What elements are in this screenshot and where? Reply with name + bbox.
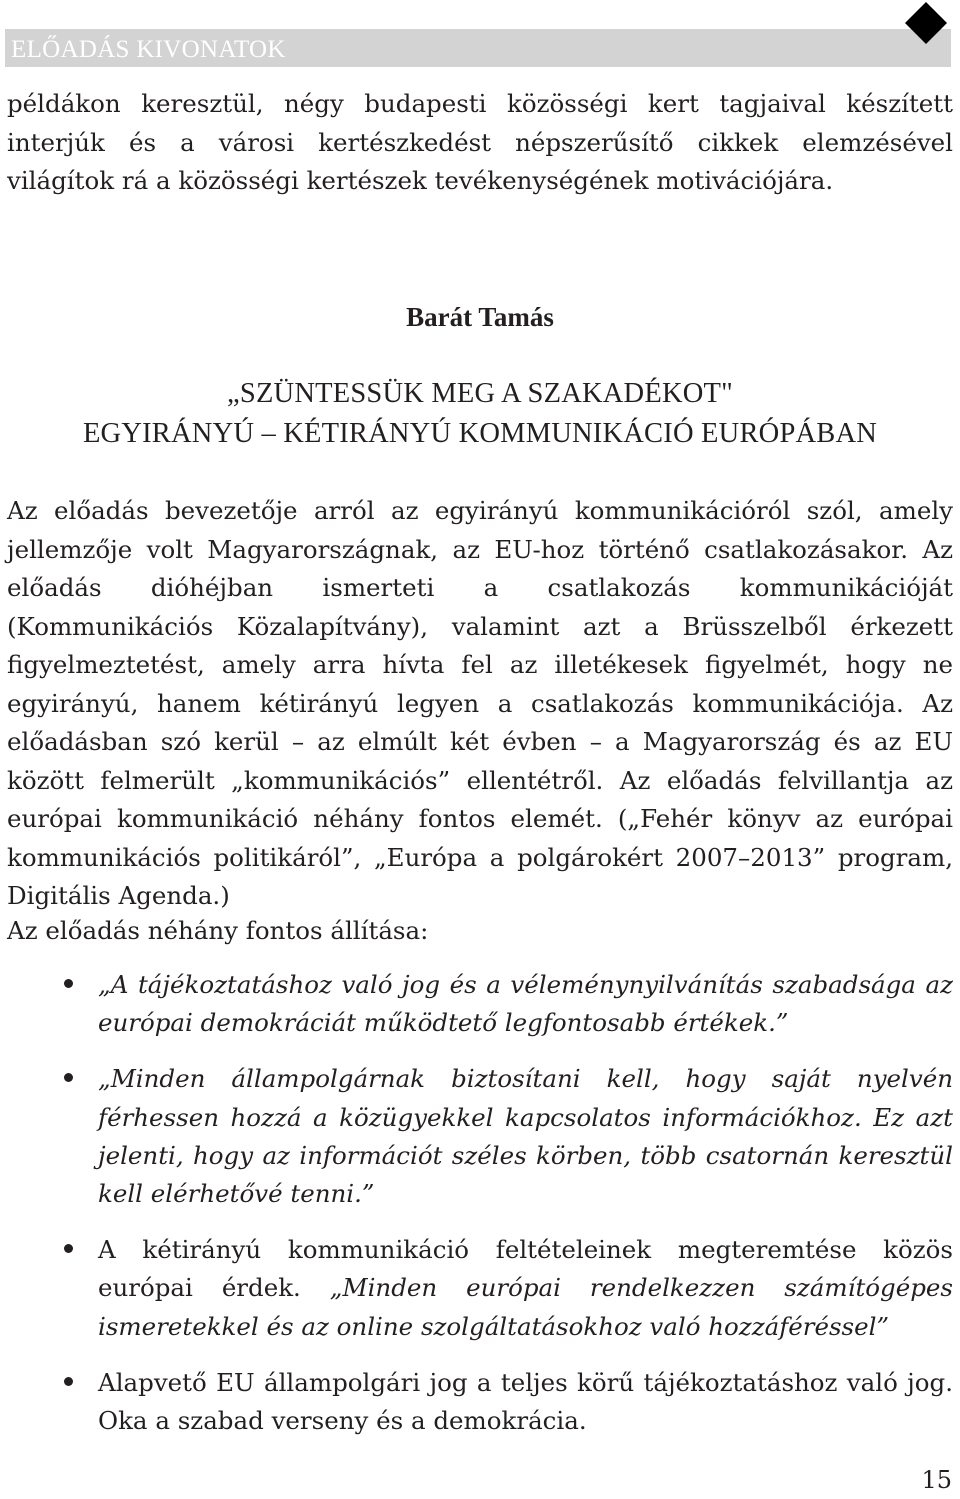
bullet-icon — [64, 1377, 73, 1386]
claim-plain: Alapvető EU állampolgári jog a teljes körű tájékoztatáshoz való jog. Oka a szabad verseny és a demokrácia. — [98, 1367, 953, 1436]
article-author: Barát Tamás — [406, 302, 554, 332]
intro-paragraph: példákon keresztül, négy budapesti közösségi kert tagjaival készített interjúk és a városi kertészkedést népszerűsítő cikkek elemzésével világítok rá a közösségi kertészek tevékenységének motivációjára. — [7, 89, 953, 195]
claim-plain: A kétirányú kommunikáció feltételeinek megteremtése közös európai érdek. — [98, 1235, 953, 1303]
claims-intro: Az előadás néhány fontos állítása: — [7, 916, 429, 945]
list-item — [0, 1060, 960, 1213]
article-title-line-2: EGYIRÁNYÚ – KÉTIRÁNYÚ KOMMUNIKÁCIÓ EURÓPÁBAN — [82, 418, 878, 449]
article-title-line-1: „SZÜNTESSÜK MEG A SZAKADÉKOT" — [227, 378, 733, 409]
bullet-icon — [64, 1244, 73, 1253]
bullet-icon — [64, 1073, 73, 1082]
claim-quote: „A tájékoztatáshoz való jog és a véleménynyilvánítás szabadsága az európai demokráciát működtető legfontosabb értékek.” — [98, 970, 953, 1038]
diamond-icon — [903, 0, 949, 46]
bullet-icon — [64, 979, 73, 988]
page-number: 15 — [921, 1466, 952, 1494]
claim-text — [98, 966, 953, 1042]
claims-list — [0, 966, 960, 1458]
list-item — [0, 1364, 960, 1440]
list-item — [0, 966, 960, 1042]
list-item — [0, 1231, 960, 1346]
section-header-bar — [5, 29, 951, 67]
claim-text — [98, 1231, 953, 1346]
claim-quote: „Minden állampolgárnak biztosítani kell, hogy saját nyelvén férhessen hozzá a közügyekkel kapcsolatos információkhoz. Ez azt jelenti, hogy az információt széles körben, több csatornán keresztül kell elérhetővé tenni.” — [98, 1064, 953, 1209]
claim-text — [98, 1060, 953, 1213]
article-body: Az előadás bevezetője arról az egyirányú kommunikációról szól, amely jellemzője volt Magyarországnak, az EU-hoz történő csatlakozásakor. Az előadás dióhéjban ismerteti a csatlakozás kommunikációját (Kommunikációs Közalapítvány), valamint azt a Brüsszelből érkezett figyelmeztetést, amely arra hívta fel az illetékesek figyelmét, hogy ne egyirányú, hanem kétirányú legyen a csatlakozás kommunikációja. Az előadásban szó kerül – az elmúlt két évben – a Magyarország és az EU között felmerült „kommunikációs” ellentétről. Az előadás felvillantja az európai kommunikáció néhány fontos elemét. („Fehér könyv az európai kommunikációs politikáról”, „Európa a polgárokért 2007–2013” program, Digitális Agenda.) — [7, 496, 953, 910]
claim-quote: „Minden európai rendelkezzen számítógépes ismeretekkel és az online szolgáltatásokhoz való hozzáféréssel” — [98, 1273, 953, 1341]
claim-text — [98, 1364, 953, 1440]
section-title: ELŐADÁS KIVONATOK — [11, 36, 286, 63]
